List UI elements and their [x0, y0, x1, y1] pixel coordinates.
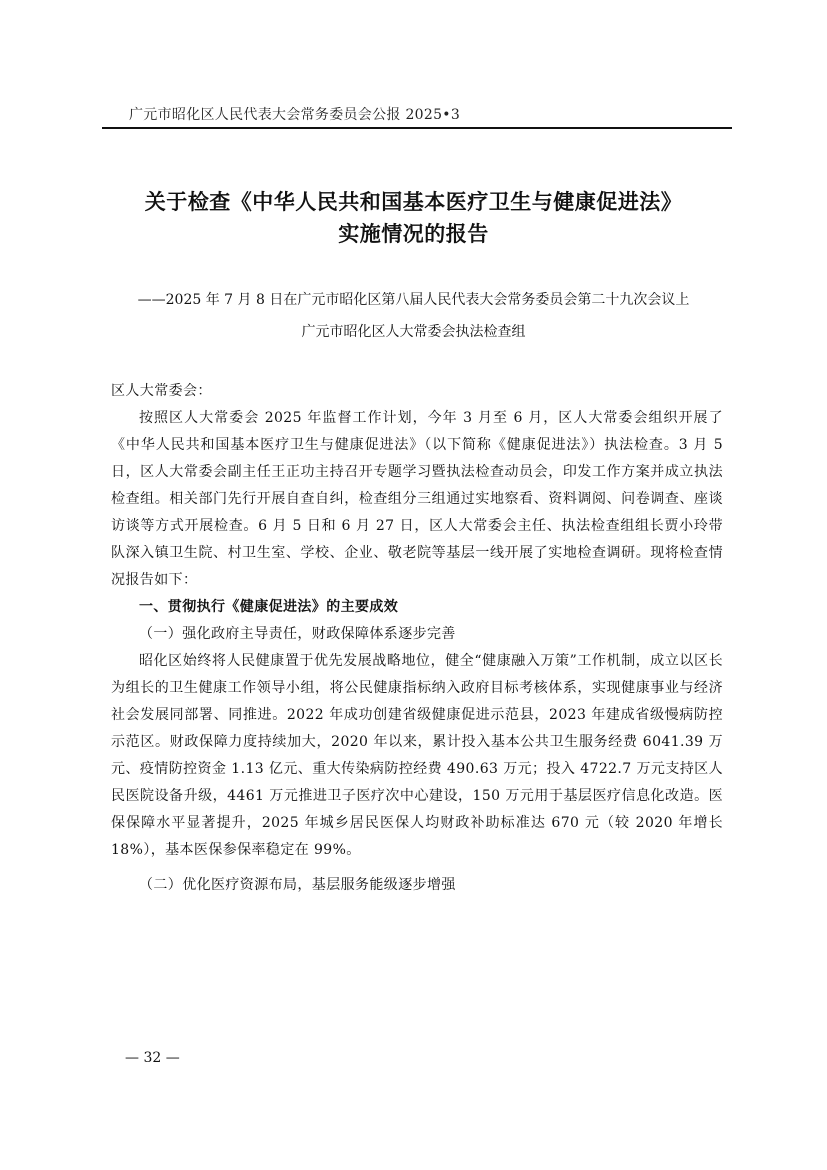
report-title-line-2: 实施情况的报告	[338, 222, 489, 246]
header-rule	[102, 127, 732, 129]
subsection-heading-1: （一）强化政府主导责任，财政保障体系逐步完善	[139, 626, 456, 642]
page-number: — 32 —	[125, 1050, 180, 1066]
salutation: 区人大常委会：	[111, 383, 212, 399]
report-subtitle-date: ——2025 年 7 月 8 日在广元市昭化区第八届人民代表大会常务委员会第二十九次会议上	[137, 292, 690, 308]
report-subtitle-author: 广元市昭化区人大常委会执法检查组	[301, 324, 526, 340]
report-title-line-1: 关于检查《中华人民共和国基本医疗卫生与健康促进法》	[144, 190, 683, 214]
paragraph-achievements: 昭化区始终将人民健康置于优先发展战略地位，健全“健康融入万策”工作机制，成立以区长为组长的卫生健康工作领导小组，将公民健康指标纳入政府目标考核体系，实现健康事业与经济社会发展同部署、同推进。2022 年成功创建省级健康促进示范县，2023 年建成省级慢病防控示范区。财政保障力度持续加大，2020 年以来，累计投入基本公共卫生服务经费 6041.39 万元、疫情防控资金 1.13 亿元、重大传染病防控经费 490.63 万元；投入 4722.7 万元支持区人民医院设备升级，4461 万元推进卫子医疗次中心建设，150 万元用于基层医疗信息化改造。医保保障水平显著提升，2025 年城乡居民医保人均财政补助标准达 670 元（较 2020 年增长 18%），基本医保参保率稳定在 99%。	[111, 653, 723, 858]
subsection-heading-2: （二）优化医疗资源布局，基层服务能级逐步增强	[139, 877, 456, 893]
section-heading-1: 一、贯彻执行《健康促进法》的主要成效	[139, 599, 399, 615]
report-body	[111, 378, 723, 899]
running-header: 广元市昭化区人民代表大会常务委员会公报 2025•3	[129, 107, 461, 123]
paragraph-intro: 按照区人大常委会 2025 年监督工作计划，今年 3 月至 6 月，区人大常委会组织开展了《中华人民共和国基本医疗卫生与健康促进法》（以下简称《健康促进法》）执法检查。3 月 5 日，区人大常委会副主任王正功主持召开专题学习暨执法检查动员会，印发工作方案并成立执法检查组。相关部门先行开展自查自纠，检查组分三组通过实地察看、资料调阅、问卷调查、座谈访谈等方式开展检查。6 月 5 日和 6 月 27 日，区人大常委会主任、执法检查组组长贾小玲带队深入镇卫生院、村卫生室、学校、企业、敬老院等基层一线开展了实地检查调研。现将检查情况报告如下：	[111, 410, 723, 588]
